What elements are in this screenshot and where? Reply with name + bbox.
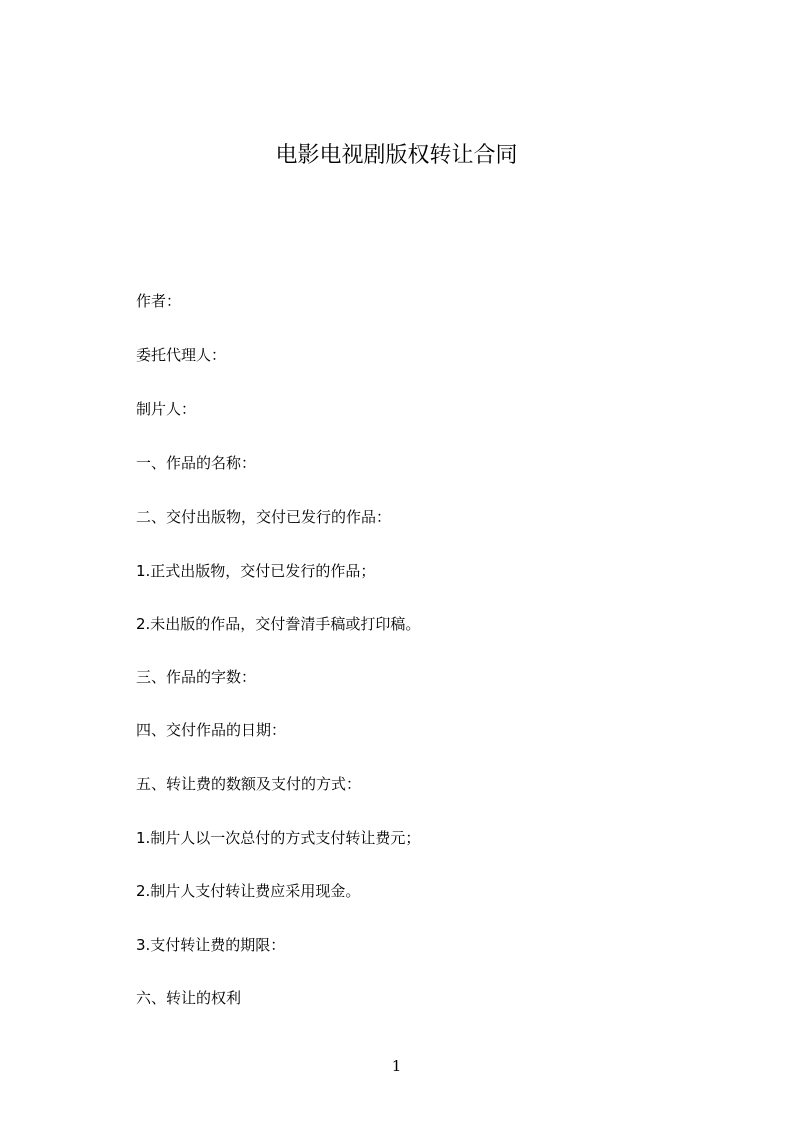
paragraph-author: 作者： xyxy=(136,292,182,310)
page-number: 1 xyxy=(391,1057,402,1075)
paragraph-delivery: 二、交付出版物，交付已发行的作品： xyxy=(136,508,392,526)
paragraph-delivery-date: 四、交付作品的日期： xyxy=(136,721,287,739)
paragraph-work-name: 一、作品的名称： xyxy=(136,454,257,472)
paragraph-producer: 制片人： xyxy=(136,400,197,418)
paragraph-fee-item-3: 3.支付转让费的期限： xyxy=(136,936,286,954)
paragraph-delivery-item-1: 1.正式出版物，交付已发行的作品； xyxy=(136,562,376,580)
paragraph-rights: 六、转让的权利 xyxy=(136,989,242,1007)
paragraph-delivery-item-2: 2.未出版的作品，交付誊清手稿或打印稿。 xyxy=(136,615,421,633)
paragraph-fee-item-1: 1.制片人以一次总付的方式支付转让费元； xyxy=(136,829,421,847)
paragraph-fee-item-2: 2.制片人支付转让费应采用现金。 xyxy=(136,882,361,900)
paragraph-agent: 委托代理人： xyxy=(136,346,227,364)
document-title: 电影电视剧版权转让合同 xyxy=(275,143,518,168)
paragraph-fee: 五、转让费的数额及支付的方式： xyxy=(136,775,362,793)
paragraph-word-count: 三、作品的字数： xyxy=(136,668,257,686)
